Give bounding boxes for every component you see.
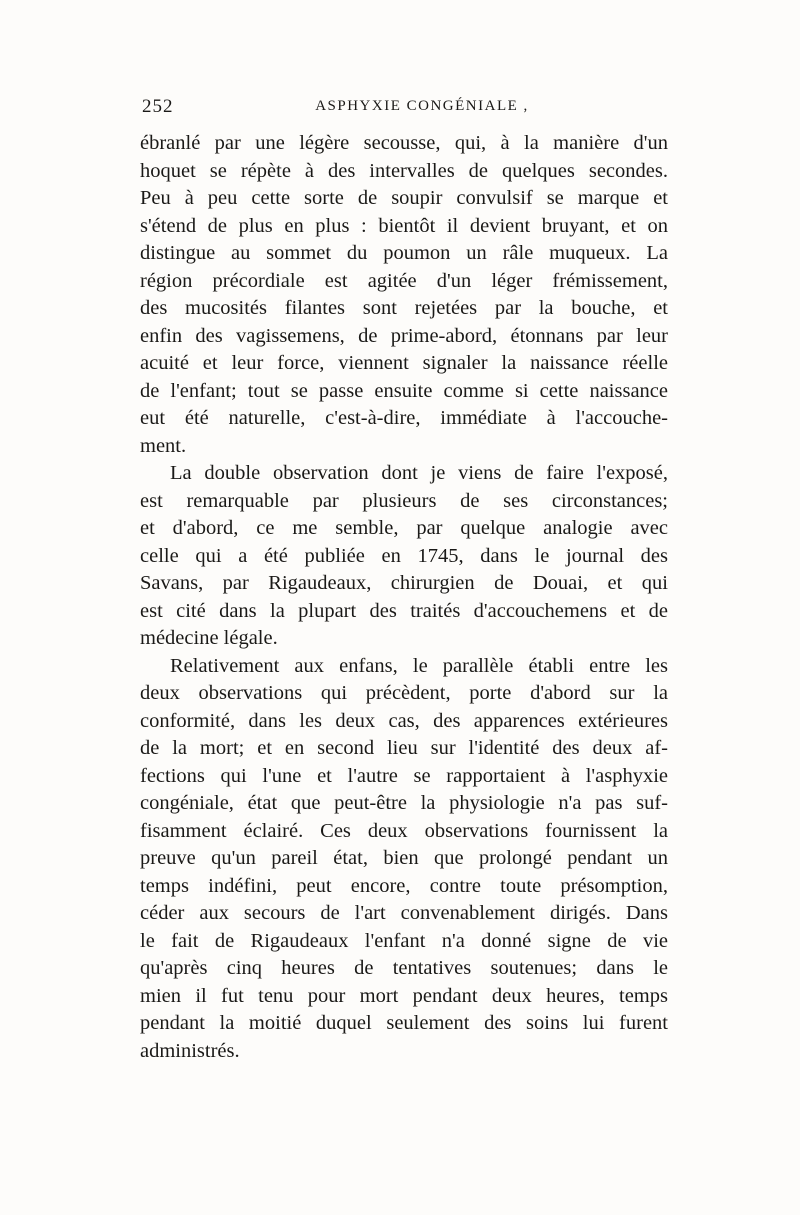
text-line: de la mort; et en second lieu sur l'identité des deux af-	[140, 737, 668, 759]
text-line: eut été naturelle, c'est-à-dire, immédiate à l'accouche-	[140, 407, 668, 429]
text-line: Relativement aux enfans, le parallèle établi entre les	[170, 654, 668, 677]
text-line: enfin des vagissemens, de prime-abord, étonnans par leur	[140, 324, 668, 347]
text-line: administrés.	[140, 1039, 240, 1062]
page-number: 252	[142, 96, 174, 117]
text-line: acuité et leur force, viennent signaler la naissance réelle	[140, 352, 668, 374]
page-header	[132, 96, 672, 126]
text-line: des mucosités filantes sont rejetées par la bouche, et	[140, 297, 668, 319]
text-line: le fait de Rigaudeaux l'enfant n'a donné signe de vie	[140, 929, 668, 952]
text-line: distingue au sommet du poumon un râle muqueux. La	[140, 242, 668, 264]
text-line: médecine légale.	[140, 627, 278, 649]
text-line: celle qui a été publiée en 1745, dans le journal des	[140, 544, 668, 567]
text-line: fisamment éclairé. Ces deux observations fournissent la	[140, 819, 668, 842]
text-line: fections qui l'une et l'autre se rapportaient à l'asphyxie	[140, 764, 668, 787]
text-line: temps indéfini, peut encore, contre toute présomption,	[140, 874, 668, 897]
text-line: La double observation dont je viens de faire l'exposé,	[170, 462, 668, 484]
text-line: mien il fut tenu pour mort pendant deux heures, temps	[140, 984, 668, 1007]
text-line: preuve qu'un pareil état, bien que prolongé pendant un	[140, 847, 668, 869]
text-line: s'étend de plus en plus : bientôt il devient bruyant, et on	[140, 214, 668, 237]
paragraph	[140, 460, 668, 653]
paragraph	[140, 653, 668, 1066]
text-line: deux observations qui précèdent, porte d'abord sur la	[140, 682, 668, 704]
text-line: ment.	[140, 434, 187, 457]
text-line: céder aux secours de l'art convenablement dirigés. Dans	[140, 902, 668, 924]
text-line: congéniale, état que peut-être la physiologie n'a pas suf-	[140, 792, 668, 814]
text-line: de l'enfant; tout se passe ensuite comme si cette naissance	[140, 379, 668, 402]
text-line: région précordiale est agitée d'un léger frémissement,	[140, 269, 668, 292]
text-line: hoquet se répète à des intervalles de quelques secondes.	[140, 159, 668, 182]
text-line: et d'abord, ce me semble, par quelque analogie avec	[140, 517, 668, 539]
text-line: qu'après cinq heures de tentatives soutenues; dans le	[140, 957, 668, 979]
text-line: est remarquable par plusieurs de ses circonstances;	[140, 489, 668, 512]
text-line: Savans, par Rigaudeaux, chirurgien de Douai, et qui	[140, 572, 668, 594]
text-line: pendant la moitié duquel seulement des soins lui furent	[140, 1012, 668, 1034]
text-line: est cité dans la plupart des traités d'accouchemens et de	[140, 599, 668, 622]
running-title: ASPHYXIE CONGÉNIALE ,	[315, 98, 529, 114]
text-line: Peu à peu cette sorte de soupir convulsif se marque et	[140, 187, 668, 209]
paragraph	[140, 130, 668, 460]
text-line: ébranlé par une légère secousse, qui, à la manière d'un	[140, 132, 668, 154]
text-line: conformité, dans les deux cas, des apparences extérieures	[140, 709, 668, 732]
body-text	[140, 130, 668, 1065]
